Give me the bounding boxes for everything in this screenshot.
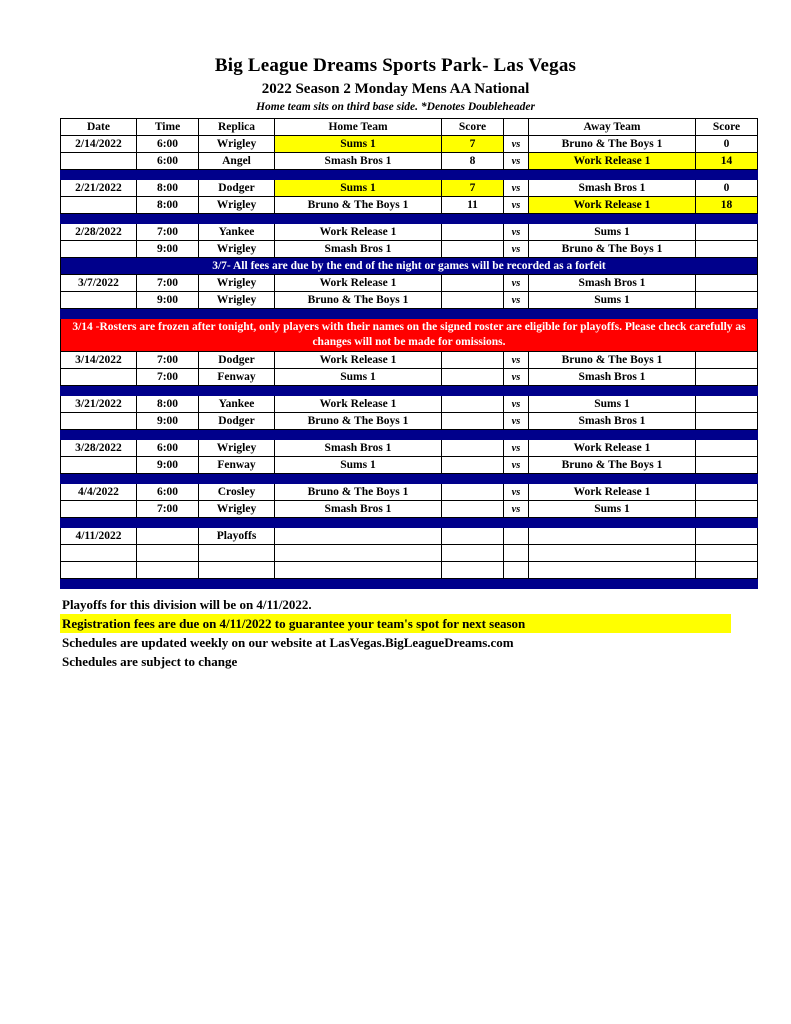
cell-date (61, 413, 137, 430)
cell-date: 3/14/2022 (61, 352, 137, 369)
cell-date: 2/14/2022 (61, 136, 137, 153)
table-row (61, 197, 758, 214)
cell-time: 8:00 (137, 197, 199, 214)
cell-time: 8:00 (137, 180, 199, 197)
cell-away-score (696, 241, 758, 258)
cell-replica: Crosley (199, 484, 275, 501)
cell-away-team: Work Release 1 (529, 153, 696, 170)
cell-date (61, 197, 137, 214)
cell-home-score: 8 (442, 153, 504, 170)
column-header-home-score: Score (442, 119, 504, 136)
cell-replica: Yankee (199, 396, 275, 413)
footer-line-registration: Registration fees are due on 4/11/2022 to guarantee your team's spot for next season (60, 614, 731, 633)
cell-vs: vs (504, 197, 529, 214)
column-header-time: Time (137, 119, 199, 136)
section-divider (61, 474, 758, 484)
cell-away-score (696, 292, 758, 309)
column-header-vs (504, 119, 529, 136)
cell-replica: Dodger (199, 180, 275, 197)
cell-replica: Wrigley (199, 241, 275, 258)
cell-home-score (442, 275, 504, 292)
section-divider (61, 309, 758, 319)
empty-cell (504, 545, 529, 562)
cell-replica: Wrigley (199, 275, 275, 292)
schedule-table (60, 118, 758, 589)
cell-time: 6:00 (137, 440, 199, 457)
cell-away-team: Work Release 1 (529, 484, 696, 501)
cell-home-team: Work Release 1 (275, 275, 442, 292)
cell-replica: Wrigley (199, 136, 275, 153)
cell-replica: Dodger (199, 413, 275, 430)
cell-away-score (696, 352, 758, 369)
cell-date: 3/28/2022 (61, 440, 137, 457)
cell-time: 8:00 (137, 396, 199, 413)
cell-time: 9:00 (137, 241, 199, 258)
section-divider (61, 430, 758, 440)
cell-home-team: Sums 1 (275, 457, 442, 474)
footer-line-playoffs: Playoffs for this division will be on 4/11/2022. (62, 597, 312, 612)
cell-away-score (696, 457, 758, 474)
table-row (61, 457, 758, 474)
cell-home-team: Work Release 1 (275, 224, 442, 241)
table-header (61, 119, 758, 136)
cell-away-team: Sums 1 (529, 501, 696, 518)
section-divider-cell (61, 170, 758, 180)
cell-vs: vs (504, 352, 529, 369)
empty-cell (504, 562, 529, 579)
cell-vs: vs (504, 457, 529, 474)
empty-cell (137, 562, 199, 579)
cell-date: 2/21/2022 (61, 180, 137, 197)
cell-replica: Wrigley (199, 197, 275, 214)
section-divider-cell (61, 474, 758, 484)
cell-away-team: Sums 1 (529, 396, 696, 413)
cell-vs (504, 528, 529, 545)
cell-home-team: Work Release 1 (275, 352, 442, 369)
cell-home-team: Sums 1 (275, 136, 442, 153)
cell-vs: vs (504, 413, 529, 430)
column-header-replica: Replica (199, 119, 275, 136)
empty-cell (529, 545, 696, 562)
section-divider (61, 579, 758, 589)
table-row (61, 440, 758, 457)
cell-date: 2/28/2022 (61, 224, 137, 241)
empty-cell (275, 545, 442, 562)
cell-date (61, 369, 137, 386)
cell-away-team: Bruno & The Boys 1 (529, 457, 696, 474)
table-row (61, 545, 758, 562)
cell-date (61, 501, 137, 518)
empty-cell (199, 562, 275, 579)
cell-home-score (442, 413, 504, 430)
cell-replica: Playoffs (199, 528, 275, 545)
table-row (61, 352, 758, 369)
empty-cell (696, 562, 758, 579)
empty-cell (61, 545, 137, 562)
cell-date (61, 153, 137, 170)
column-header-date: Date (61, 119, 137, 136)
cell-away-score: 0 (696, 136, 758, 153)
cell-vs: vs (504, 153, 529, 170)
cell-replica: Yankee (199, 224, 275, 241)
notice-banner-blue (61, 258, 758, 275)
table-row (61, 413, 758, 430)
footer-notes (60, 595, 731, 671)
cell-time: 9:00 (137, 413, 199, 430)
cell-date (61, 241, 137, 258)
cell-time: 7:00 (137, 224, 199, 241)
cell-away-score (696, 440, 758, 457)
cell-vs: vs (504, 440, 529, 457)
cell-replica: Angel (199, 153, 275, 170)
cell-time: 7:00 (137, 501, 199, 518)
table-body (61, 136, 758, 589)
cell-vs: vs (504, 180, 529, 197)
cell-home-score (442, 352, 504, 369)
cell-home-score: 7 (442, 136, 504, 153)
cell-home-score (442, 484, 504, 501)
table-row (61, 224, 758, 241)
cell-vs: vs (504, 275, 529, 292)
column-header-away-team: Away Team (529, 119, 696, 136)
page-title: Big League Dreams Sports Park- Las Vegas (214, 55, 577, 76)
cell-vs: vs (504, 224, 529, 241)
notice-banner-red (61, 319, 758, 352)
cell-home-team: Work Release 1 (275, 396, 442, 413)
cell-home-score (442, 457, 504, 474)
cell-vs: vs (504, 136, 529, 153)
column-header-away-score: Score (696, 119, 758, 136)
empty-cell (696, 545, 758, 562)
table-row (61, 275, 758, 292)
cell-home-team (275, 528, 442, 545)
cell-home-team: Smash Bros 1 (275, 153, 442, 170)
cell-date: 4/4/2022 (61, 484, 137, 501)
cell-home-team: Sums 1 (275, 180, 442, 197)
page-subtitle: 2022 Season 2 Monday Mens AA National (261, 81, 530, 97)
column-header-home-team: Home Team (275, 119, 442, 136)
cell-away-score (696, 275, 758, 292)
empty-cell (275, 562, 442, 579)
cell-time: 7:00 (137, 352, 199, 369)
cell-date: 3/21/2022 (61, 396, 137, 413)
cell-replica: Wrigley (199, 440, 275, 457)
cell-home-score (442, 501, 504, 518)
cell-home-team: Smash Bros 1 (275, 241, 442, 258)
table-header-row (61, 119, 758, 136)
cell-vs: vs (504, 501, 529, 518)
section-divider (61, 518, 758, 528)
cell-replica: Wrigley (199, 501, 275, 518)
cell-home-score (442, 440, 504, 457)
cell-replica: Dodger (199, 352, 275, 369)
cell-away-score (696, 413, 758, 430)
cell-date (61, 457, 137, 474)
cell-away-team: Bruno & The Boys 1 (529, 241, 696, 258)
cell-vs: vs (504, 396, 529, 413)
cell-home-team: Bruno & The Boys 1 (275, 484, 442, 501)
cell-vs: vs (504, 369, 529, 386)
cell-away-score (696, 396, 758, 413)
cell-home-score (442, 369, 504, 386)
cell-replica: Wrigley (199, 292, 275, 309)
cell-away-team: Smash Bros 1 (529, 413, 696, 430)
cell-vs: vs (504, 484, 529, 501)
notice-text: 3/14 -Rosters are frozen after tonight, only players with their names on the signed roster are eligible for playoffs. Please check carefully as changes will not be made for omissions. (61, 319, 758, 352)
cell-replica: Fenway (199, 457, 275, 474)
section-divider-cell (61, 386, 758, 396)
cell-date: 3/7/2022 (61, 275, 137, 292)
cell-home-team: Bruno & The Boys 1 (275, 413, 442, 430)
table-row (61, 501, 758, 518)
cell-away-score (696, 484, 758, 501)
cell-time: 9:00 (137, 457, 199, 474)
table-row (61, 369, 758, 386)
cell-time: 6:00 (137, 153, 199, 170)
section-divider (61, 214, 758, 224)
section-divider-cell (61, 579, 758, 589)
section-divider (61, 386, 758, 396)
cell-time: 9:00 (137, 292, 199, 309)
table-row (61, 241, 758, 258)
table-row (61, 153, 758, 170)
empty-cell (199, 545, 275, 562)
empty-cell (137, 545, 199, 562)
cell-away-team: Work Release 1 (529, 440, 696, 457)
footer-line-subject-to-change: Schedules are subject to change (62, 654, 238, 669)
table-row (61, 292, 758, 309)
cell-home-team: Bruno & The Boys 1 (275, 197, 442, 214)
cell-home-team: Smash Bros 1 (275, 440, 442, 457)
cell-vs: vs (504, 292, 529, 309)
cell-away-score: 14 (696, 153, 758, 170)
footer-line-website: Schedules are updated weekly on our website at LasVegas.BigLeagueDreams.com (62, 635, 514, 650)
cell-date: 4/11/2022 (61, 528, 137, 545)
table-row (61, 396, 758, 413)
cell-home-score: 11 (442, 197, 504, 214)
cell-time: 7:00 (137, 369, 199, 386)
table-row (61, 562, 758, 579)
cell-away-team (529, 528, 696, 545)
cell-date (61, 292, 137, 309)
empty-cell (529, 562, 696, 579)
table-row (61, 136, 758, 153)
section-divider-cell (61, 214, 758, 224)
cell-away-team: Sums 1 (529, 224, 696, 241)
cell-home-score (442, 224, 504, 241)
cell-away-score: 18 (696, 197, 758, 214)
cell-home-score (442, 292, 504, 309)
cell-replica: Fenway (199, 369, 275, 386)
section-divider-cell (61, 430, 758, 440)
empty-cell (442, 562, 504, 579)
cell-time: 7:00 (137, 275, 199, 292)
cell-away-score (696, 369, 758, 386)
empty-cell (442, 545, 504, 562)
cell-away-team: Smash Bros 1 (529, 275, 696, 292)
cell-vs: vs (504, 241, 529, 258)
section-divider-cell (61, 518, 758, 528)
cell-home-team: Smash Bros 1 (275, 501, 442, 518)
cell-away-score (696, 501, 758, 518)
section-divider-cell (61, 309, 758, 319)
cell-away-score (696, 224, 758, 241)
table-row (61, 528, 758, 545)
table-row (61, 484, 758, 501)
cell-away-team: Bruno & The Boys 1 (529, 136, 696, 153)
cell-home-team: Sums 1 (275, 369, 442, 386)
empty-cell (61, 562, 137, 579)
cell-away-team: Smash Bros 1 (529, 369, 696, 386)
notice-text: 3/7- All fees are due by the end of the night or games will be recorded as a forfeit (61, 258, 758, 275)
table-row (61, 180, 758, 197)
cell-home-score (442, 396, 504, 413)
cell-home-score (442, 241, 504, 258)
cell-home-score: 7 (442, 180, 504, 197)
cell-home-team: Bruno & The Boys 1 (275, 292, 442, 309)
cell-away-team: Sums 1 (529, 292, 696, 309)
cell-time: 6:00 (137, 484, 199, 501)
cell-away-team: Bruno & The Boys 1 (529, 352, 696, 369)
cell-home-score (442, 528, 504, 545)
cell-time (137, 528, 199, 545)
cell-away-team: Work Release 1 (529, 197, 696, 214)
cell-time: 6:00 (137, 136, 199, 153)
cell-away-score: 0 (696, 180, 758, 197)
cell-away-team: Smash Bros 1 (529, 180, 696, 197)
home-team-note: Home team sits on third base side. *Denotes Doubleheader (256, 101, 535, 113)
section-divider (61, 170, 758, 180)
cell-away-score (696, 528, 758, 545)
